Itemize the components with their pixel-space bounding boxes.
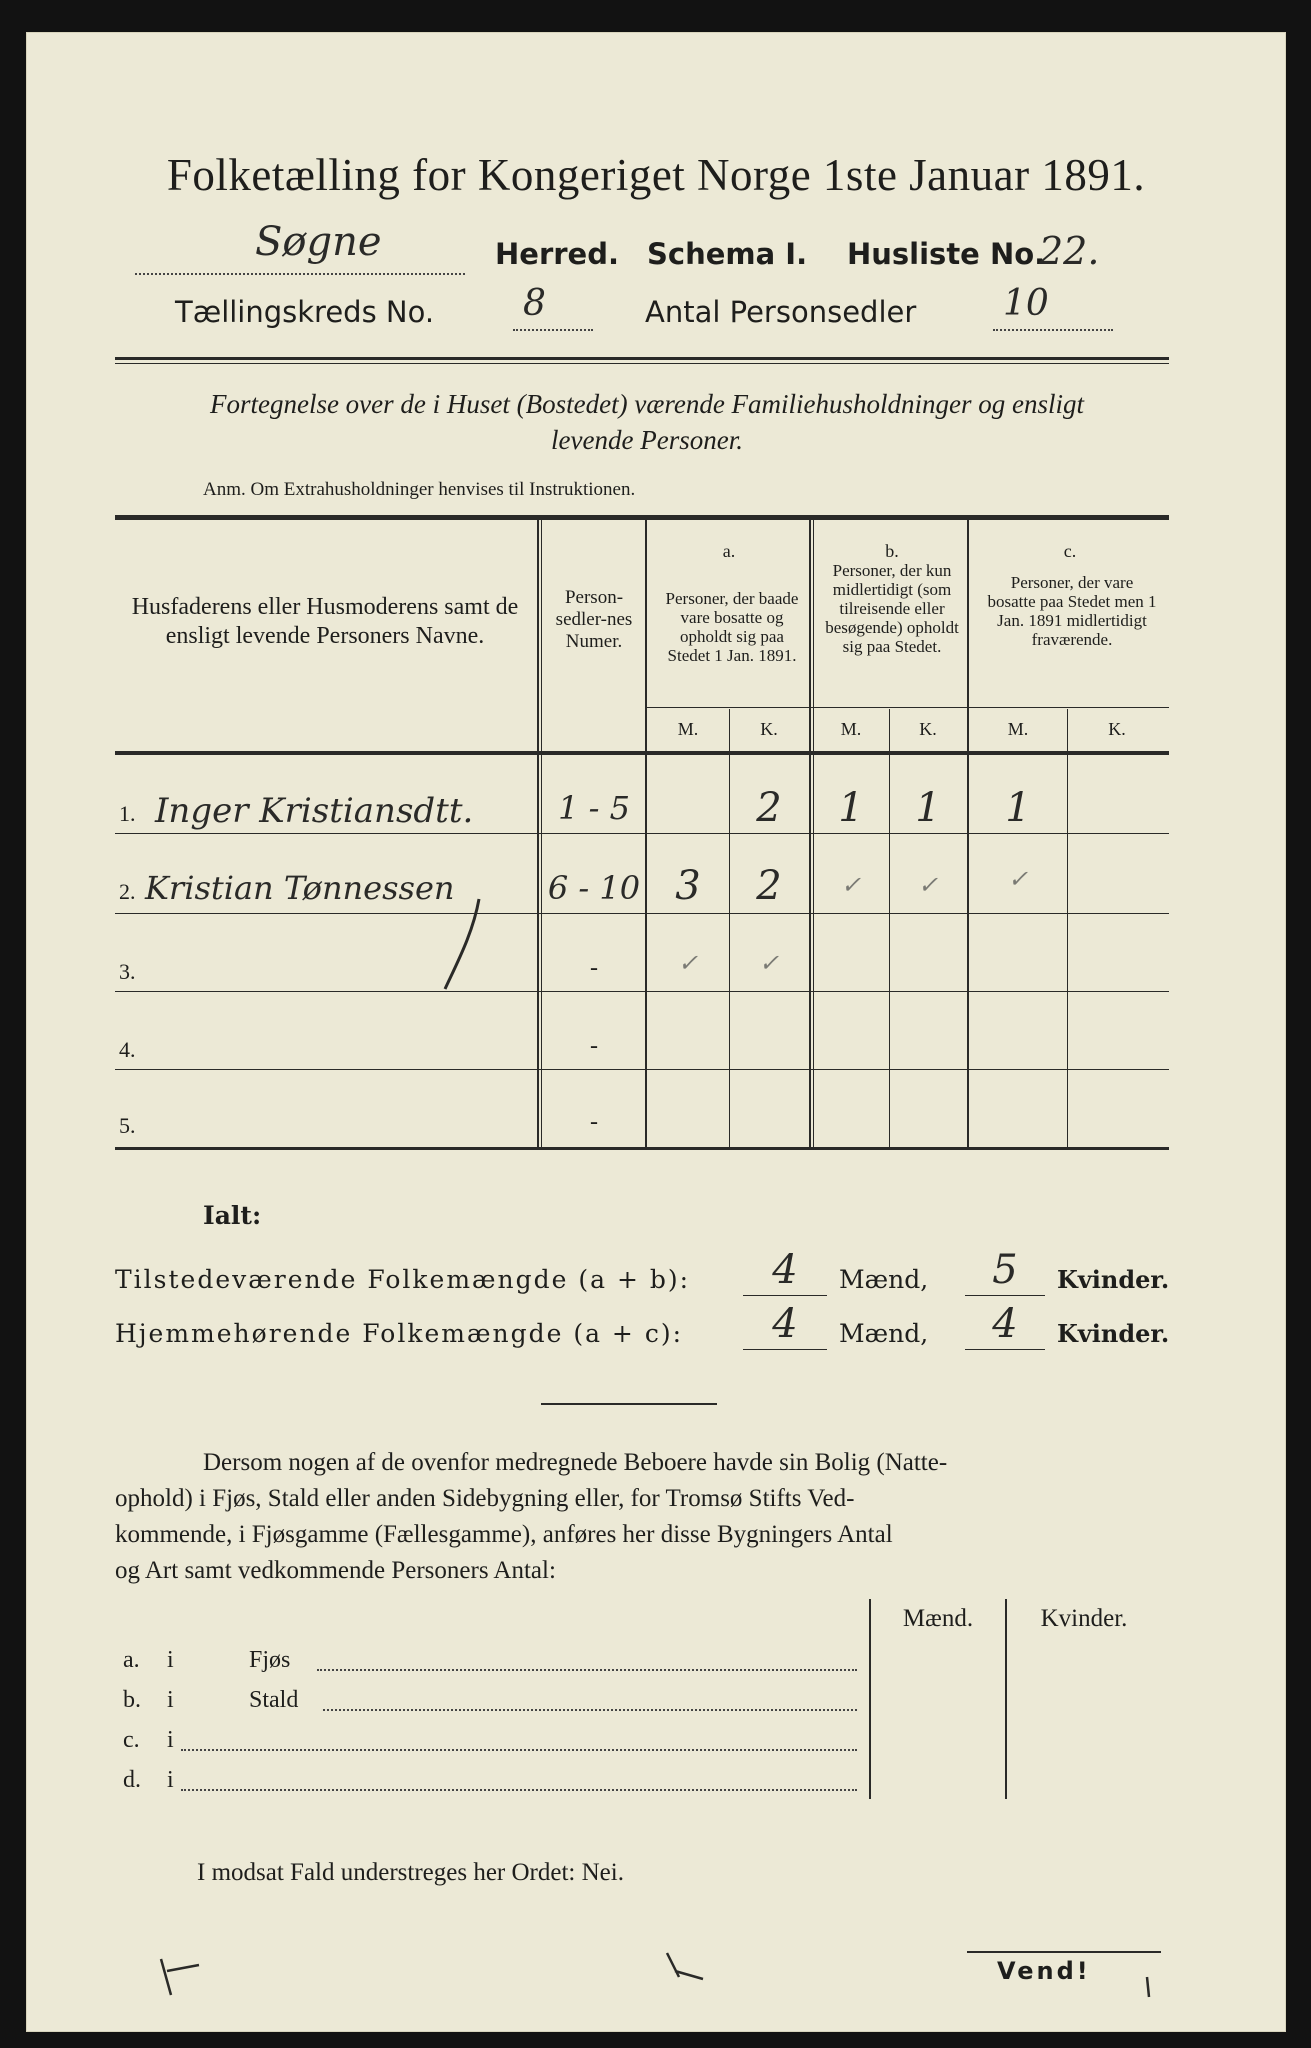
buildings-col-maend: Mænd. [902, 1605, 974, 1632]
vend-label: Vend! [997, 1957, 1091, 1985]
building-row-d-letter: d. [123, 1767, 141, 1793]
row-2-a-m: 3 [675, 863, 701, 909]
col-c-header: Personer, der vare bosatte paa Stedet men 1 Jan. 1891 midlertidigt fraværende. [987, 573, 1157, 649]
row-1-name: Inger Kristiansdtt. [155, 791, 474, 831]
herred-value: Søgne [255, 219, 382, 265]
hjemme-kvinder-label: Kvinder. [1057, 1319, 1170, 1348]
row-2-numer: 6 - 10 [547, 869, 641, 907]
col-c-m: M. [1007, 719, 1029, 739]
table-top-rule [115, 515, 1169, 520]
row-5-number: 5. [119, 1113, 136, 1138]
header-rule [115, 357, 1169, 360]
building-row-d-prep: i [167, 1767, 174, 1793]
row-2-c-m: ✓ [1007, 865, 1029, 893]
hjemme-kvinder-value: 4 [992, 1301, 1018, 1347]
table-bottom-rule [115, 1147, 1169, 1150]
buildings-para-2: ophold) i Fjøs, Stald eller anden Sidebygning eller, for Tromsø Stifts Ved- [115, 1485, 855, 1512]
stray-mark-right [1137, 1973, 1157, 2003]
intro-line-2: levende Personer. [551, 425, 743, 455]
tilstede-label: Tilstedeværende Folkemængde (a + b): [115, 1265, 691, 1294]
hjemme-label: Hjemmehørende Folkemængde (a + c): [115, 1319, 683, 1348]
table-head-rule [115, 751, 1169, 755]
col-b-k: K. [919, 719, 937, 739]
building-row-b-label: Stald [249, 1687, 299, 1713]
stray-mark-center [663, 1949, 713, 1989]
row-3-a-k: ✓ [758, 949, 780, 977]
tilstede-kvinder-label: Kvinder. [1057, 1265, 1170, 1294]
header-rule-thin [115, 363, 1169, 364]
buildings-col-kvinder: Kvinder. [1040, 1605, 1128, 1632]
vline-b-mk [889, 709, 890, 1147]
row-1-a-k: 2 [756, 785, 782, 831]
husliste-value: 22. [1039, 229, 1100, 273]
col-c-letter: c. [1063, 541, 1077, 561]
row-1-b-k: 1 [915, 785, 941, 831]
row-4-number: 4. [119, 1037, 136, 1062]
taellingskreds-value: 8 [523, 283, 546, 324]
antal-personsedler-label: Antal Personsedler [645, 295, 917, 329]
vline-a-mk [729, 709, 730, 1147]
husliste-label: Husliste No. [847, 237, 1046, 271]
anm-note: Anm. Om Extrahusholdninger henvises til Instruktionen. [203, 479, 636, 500]
col-b-m: M. [840, 719, 862, 739]
hjemme-kvinder-line [965, 1349, 1045, 1350]
building-row-b-prep: i [167, 1687, 174, 1713]
row-1-b-m: 1 [838, 785, 864, 831]
herred-label: Herred. [495, 237, 619, 271]
tilstede-kvinder-line [965, 1295, 1045, 1296]
building-row-c-prep: i [167, 1727, 174, 1753]
row-2-b-m: ✓ [840, 871, 862, 899]
mk-header-rule [647, 707, 1169, 708]
intro-line-1: Fortegnelse over de i Huset (Bostedet) værende Familiehusholdninger og ensligt [209, 389, 1085, 419]
row-rule-2 [115, 913, 1169, 914]
hjemme-maend-label: Mænd, [839, 1319, 929, 1348]
col-a-letter: a. [722, 541, 736, 561]
form-title: Folketælling for Kongeriget Norge 1ste Januar 1891. [166, 150, 1146, 200]
buildings-para-4: og Art samt vedkommende Personers Antal: [115, 1557, 556, 1584]
col-name-header: Husfaderens eller Husmoderens samt de ensligt levende Personers Navne. [131, 594, 519, 649]
row-2-name: Kristian Tønnessen [145, 869, 455, 907]
building-row-b-dots [323, 1703, 857, 1711]
col-a-m: M. [677, 719, 699, 739]
row-1-number: 1. [119, 801, 136, 826]
ialt-label: Ialt: [203, 1201, 262, 1230]
antal-personsedler-value: 10 [1003, 283, 1049, 324]
vend-rule [967, 1951, 1161, 1953]
building-row-c-dots [181, 1743, 857, 1751]
tilstede-maend-label: Mænd, [839, 1265, 929, 1294]
section-divider [541, 1403, 717, 1405]
nei-note: I modsat Fald understreges her Ordet: Nei. [197, 1859, 624, 1886]
pen-stroke-mark [427, 893, 497, 1003]
col-b-header: Personer, der kun midlertidigt (som tilreisende eller besøgende) opholdt sig paa Stedet. [825, 561, 959, 656]
hjemme-maend-line [743, 1349, 827, 1350]
buildings-para-3: kommende, i Fjøsgamme (Fællesgamme), anføres her disse Bygningers Antal [115, 1521, 893, 1548]
buildings-vline-2 [1005, 1599, 1007, 1799]
row-rule-1 [115, 833, 1169, 834]
col-a-header: Personer, der baade vare bosatte og opholdt sig paa Stedet 1 Jan. 1891. [665, 589, 799, 665]
building-row-b-letter: b. [123, 1687, 141, 1713]
tilstede-maend-line [743, 1295, 827, 1296]
buildings-vline-1 [869, 1599, 871, 1799]
row-3-a-m: ✓ [677, 949, 699, 977]
row-4-numer: - [590, 1033, 598, 1059]
building-row-c-letter: c. [123, 1727, 140, 1753]
building-row-a-letter: a. [123, 1647, 140, 1673]
row-2-b-k: ✓ [917, 871, 939, 899]
row-rule-3 [115, 991, 1169, 992]
row-1-c-m: 1 [1005, 785, 1031, 831]
taellingskreds-label: Tællingskreds No. [175, 295, 435, 329]
tilstede-maend-value: 4 [772, 1247, 798, 1293]
col-numer-header: Person-sedler-nes Numer. [555, 587, 633, 652]
building-row-d-dots [181, 1783, 857, 1791]
col-a-k: K. [760, 719, 778, 739]
col-b-letter: b. [885, 541, 899, 561]
building-row-a-dots [317, 1663, 857, 1671]
vline-c-mk [1067, 709, 1068, 1147]
row-1-numer: 1 - 5 [558, 789, 630, 827]
schema-label: Schema I. [647, 237, 808, 271]
building-row-a-label: Fjøs [249, 1647, 291, 1673]
row-2-number: 2. [119, 879, 136, 904]
row-5-numer: - [590, 1109, 598, 1135]
buildings-para-1: Dersom nogen af de ovenfor medregnede Beboere havde sin Bolig (Natte- [203, 1449, 948, 1476]
row-rule-4 [115, 1069, 1169, 1070]
census-form [26, 32, 1286, 2032]
hjemme-maend-value: 4 [772, 1301, 798, 1347]
row-2-a-k: 2 [756, 863, 782, 909]
tilstede-kvinder-value: 5 [992, 1247, 1018, 1293]
row-3-number: 3. [119, 959, 136, 984]
col-c-k: K. [1108, 719, 1126, 739]
row-3-numer: - [590, 955, 598, 981]
building-row-a-prep: i [167, 1647, 174, 1673]
stray-mark-left [157, 1955, 207, 2005]
